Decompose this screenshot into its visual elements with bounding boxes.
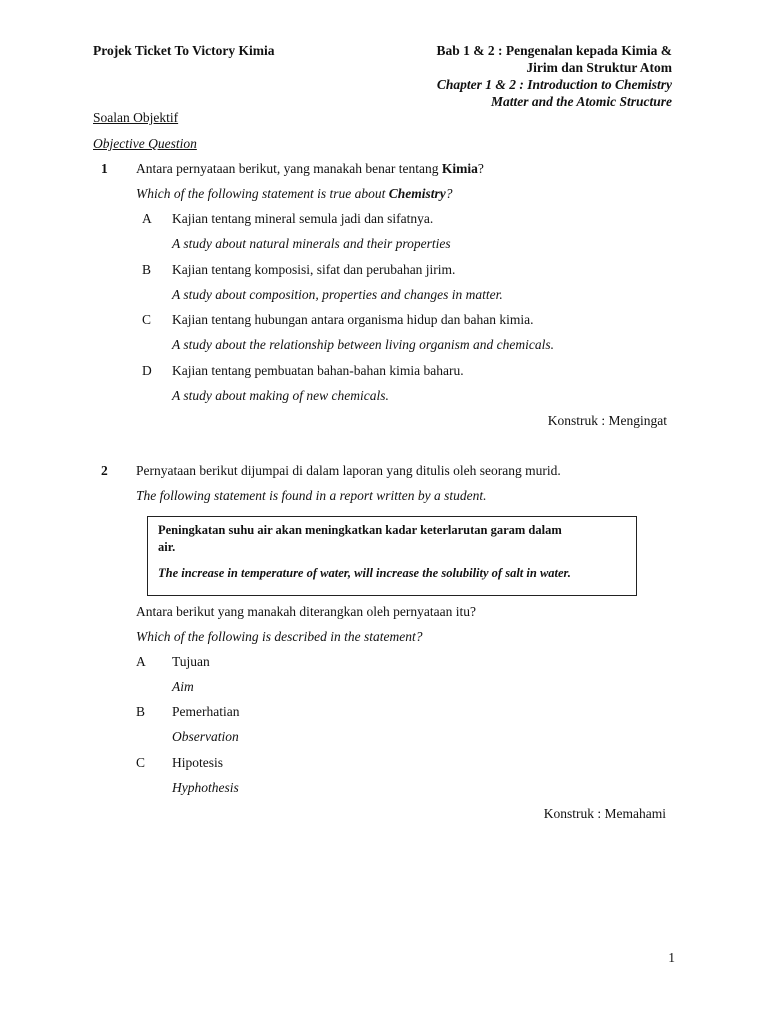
q1-option-a-en: A study about natural minerals and their properties xyxy=(172,236,451,251)
q2-stem-ms: Pernyataan berikut dijumpai di dalam laporan yang ditulis oleh seorang murid. xyxy=(136,463,561,478)
q1-option-c-ms: Kajian tentang hubungan antara organisma hidup dan bahan kimia. xyxy=(172,312,534,327)
q1-construct: Konstruk : Mengingat xyxy=(547,413,667,428)
header-chapter-en-line2: Matter and the Atomic Structure xyxy=(490,94,672,109)
q1-option-letter: C xyxy=(142,312,152,327)
q2-option-b-en: Observation xyxy=(172,729,239,744)
q2-statement-ms-line2: air. xyxy=(158,540,176,554)
q2-ask-ms: Antara berikut yang manakah diterangkan oleh pernyataan itu? xyxy=(136,604,476,619)
q2-option-letter: C xyxy=(136,755,146,770)
q1-stem-en: Which of the following statement is true about Chemistry? xyxy=(136,186,453,201)
section-title-en: Objective Question xyxy=(93,136,197,151)
q2-option-letter: B xyxy=(136,704,146,719)
q1-option-letter: A xyxy=(142,211,152,226)
q2-option-a-en: Aim xyxy=(172,679,194,694)
q1-stem-ms: Antara pernyataan berikut, yang manakah benar tentang Kimia? xyxy=(136,161,484,176)
q1-option-b-en: A study about composition, properties and changes in matter. xyxy=(172,287,503,302)
q1-option-letter: D xyxy=(142,363,152,378)
q2-option-c-en: Hyphothesis xyxy=(172,780,239,795)
q2-statement-ms-line1: Peningkatan suhu air akan meningkatkan kadar keterlarutan garam dalam xyxy=(158,523,562,537)
page-number: 1 xyxy=(668,950,675,965)
q2-construct: Konstruk : Memahami xyxy=(543,806,666,821)
header-title-left: Projek Ticket To Victory Kimia xyxy=(93,43,275,58)
q2-statement-box xyxy=(147,516,637,596)
q2-stem-en: The following statement is found in a report written by a student. xyxy=(136,488,487,503)
q2-option-b-ms: Pemerhatian xyxy=(172,704,240,719)
q2-option-a-ms: Tujuan xyxy=(172,654,210,669)
q1-option-d-en: A study about making of new chemicals. xyxy=(172,388,389,403)
header-chapter-en-line1: Chapter 1 & 2 : Introduction to Chemistry xyxy=(436,77,672,92)
q2-ask-en: Which of the following is described in the statement? xyxy=(136,629,423,644)
header-chapter-ms-line1: Bab 1 & 2 : Pengenalan kepada Kimia & xyxy=(436,43,672,58)
q2-option-c-ms: Hipotesis xyxy=(172,755,224,770)
q2-number: 2 xyxy=(101,463,108,478)
q1-option-b-ms: Kajian tentang komposisi, sifat dan perubahan jirim. xyxy=(172,262,456,277)
q1-option-letter: B xyxy=(142,262,152,277)
q2-option-letter: A xyxy=(136,654,146,669)
q2-statement-en: The increase in temperature of water, will increase the solubility of salt in water. xyxy=(158,566,571,580)
q1-option-d-ms: Kajian tentang pembuatan bahan-bahan kimia baharu. xyxy=(172,363,464,378)
q1-option-a-ms: Kajian tentang mineral semula jadi dan sifatnya. xyxy=(172,211,434,226)
q1-option-c-en: A study about the relationship between living organism and chemicals. xyxy=(172,337,554,352)
section-title-ms: Soalan Objektif xyxy=(93,110,179,125)
q1-number: 1 xyxy=(101,161,108,176)
header-chapter-ms-line2: Jirim dan Struktur Atom xyxy=(526,60,672,75)
